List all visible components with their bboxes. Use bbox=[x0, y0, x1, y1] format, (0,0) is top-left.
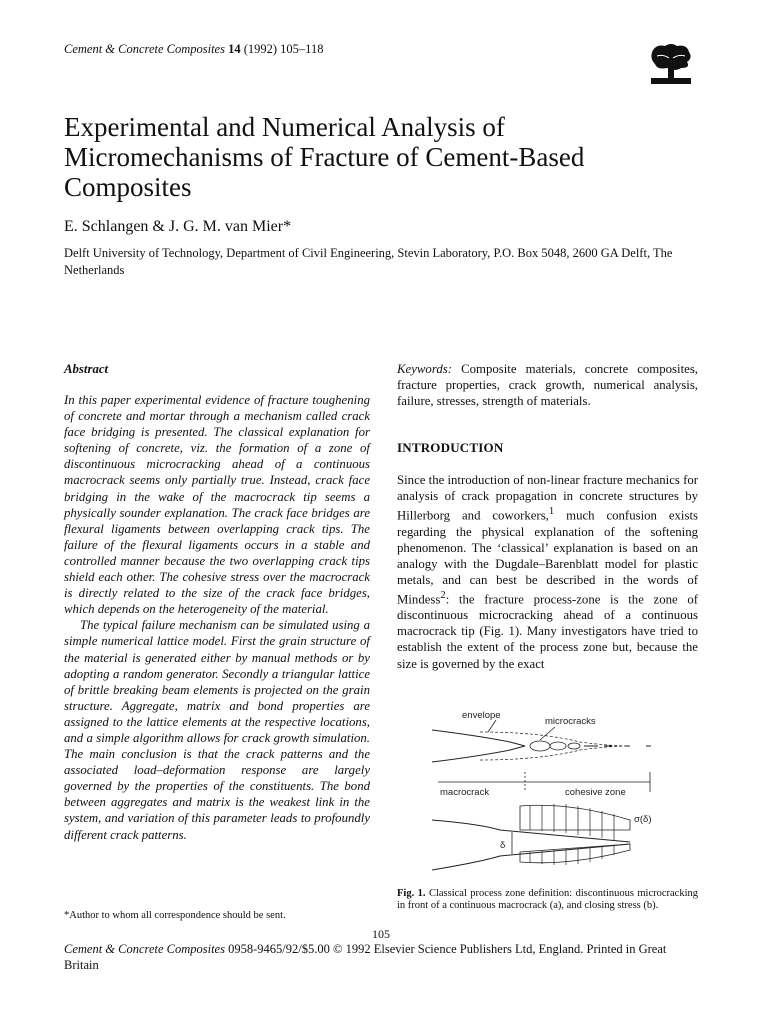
publisher-tree-logo-icon bbox=[647, 42, 695, 86]
footer-journal: Cement & Concrete Composites bbox=[64, 942, 225, 956]
intro-text-b: much confusion exists regarding the physical explanation of the softening phenomenon. The ‘classical’ explanation is based on an analogy with the Dugdale–Barenblatt model for plastic metals, and can best be described in the words of Mindess bbox=[397, 508, 698, 607]
figure-caption-label: Fig. 1. bbox=[397, 888, 426, 899]
envelope-upper bbox=[480, 732, 630, 746]
citation-ref: 2 bbox=[440, 589, 446, 601]
figure-label-macrocrack: macrocrack bbox=[440, 787, 490, 798]
paper-authors: E. Schlangen & J. G. M. van Mier* bbox=[64, 218, 292, 235]
figure-1-process-zone bbox=[430, 702, 670, 872]
journal-name: Cement & Concrete Composites bbox=[64, 42, 225, 56]
figure-label-delta: δ bbox=[500, 840, 506, 851]
introduction-heading: INTRODUCTION bbox=[397, 440, 504, 455]
keywords-text: Composite materials, concrete composites, fracture properties, crack growth, numerical analysis, failure, stresses, strength of materials. bbox=[397, 362, 699, 409]
author-footnote: *Author to whom all correspondence should be sent. bbox=[64, 910, 286, 921]
citation-ref: 1 bbox=[548, 506, 555, 518]
closing-stress-lower bbox=[520, 844, 630, 863]
abstract-paragraph-1: In this paper experimental evidence of fracture toughening of concrete and mortar through a mechanism called crack face bridging is presented. The classical explanation for softening of concrete, viz. the formation of a zone of discontinuous microcracking ahead of a continuous macrocrack seems only partially true. Instead, crack face bridging in the wake of the macrocrack tip seems a physically sounder explanation. The crack face bridges are flexural ligaments between overlapping crack tips. The failure of the flexural ligaments occurs in a stable and controlled manner because the two overlapping crack tips shield each other. The cohesive stress over the macrocrack is directly related to the size of the crack face bridges, which depends on the heterogeneity of the material. bbox=[64, 393, 370, 617]
figure-caption-text: Classical process zone definition: discontinuous microcracking in front of a continuous macrocrack (a), and closing stress (b). bbox=[397, 888, 699, 911]
figure-label-envelope: envelope bbox=[462, 710, 501, 721]
microcrack bbox=[530, 741, 550, 751]
introduction-body bbox=[397, 472, 698, 672]
microcrack bbox=[550, 742, 566, 750]
author-affiliation: Delft University of Technology, Department of Civil Engineering, Stevin Laboratory, P.O. Box 5048, 2600 GA Delft, The Netherlands bbox=[64, 246, 673, 277]
figure-1-caption bbox=[397, 888, 698, 912]
closing-stress-upper bbox=[520, 805, 630, 830]
keywords-label: Keywords: bbox=[397, 362, 452, 376]
journal-pages: (1992) 105–118 bbox=[243, 42, 324, 56]
intro-text-a: Since the introduction of non-linear fracture mechanics for analysis of crack propagation in concrete structures by Hillerborg and coworkers, bbox=[397, 473, 698, 523]
figure-label-cohesive-zone: cohesive zone bbox=[565, 787, 626, 798]
envelope-pointer bbox=[488, 720, 496, 732]
journal-citation bbox=[64, 42, 323, 57]
intro-text-c: : the fracture process-zone is the zone of discontinuous microcracking ahead of a continuous macrocrack tip (Fig. 1). Many investigators have tried to establish the extent of the process zone but, because the size is governed by the exact bbox=[397, 592, 698, 671]
abstract-paragraph-2: The typical failure mechanism can be simulated using a simple numerical lattice model. First the grain structure of the material is generated either by manual methods or by adopting a random generator. Secondly a triangular lattice of brittle breaking beam elements is projected on the grain structure. Aggregate, matrix and bond properties are assigned to the lattice elements at the respective locations, and a simple algorithm allows for crack growth simulation. The main conclusion is that the crack patterns and the associated load–deformation response are largely governed by the properties of the constituents. The bond between aggregates and matrix is the weakest link in the system, and variation of this parameter leads to profoundly different crack patterns. bbox=[64, 618, 370, 842]
microcrack bbox=[568, 743, 580, 749]
journal-volume: 14 bbox=[228, 42, 241, 56]
envelope-lower bbox=[480, 746, 630, 760]
crack-upper-face-b bbox=[432, 820, 630, 842]
abstract-heading: Abstract bbox=[64, 362, 109, 376]
footer-text: 0958-9465/92/$5.00 © 1992 Elsevier Science Publishers Ltd, England. Printed in Great Britain bbox=[64, 942, 667, 972]
figure-label-sigma: σ(δ) bbox=[634, 814, 652, 825]
figure-label-microcracks: microcracks bbox=[545, 716, 596, 727]
stress-arrows bbox=[530, 804, 614, 865]
microcracks-pointer bbox=[540, 727, 555, 740]
abstract-body bbox=[64, 392, 370, 843]
paper-title: Experimental and Numerical Analysis of Micromechanisms of Fracture of Cement-Based Composites bbox=[64, 112, 585, 202]
page-number: 105 bbox=[372, 927, 390, 941]
keywords bbox=[397, 361, 698, 409]
copyright-footer bbox=[64, 941, 704, 973]
